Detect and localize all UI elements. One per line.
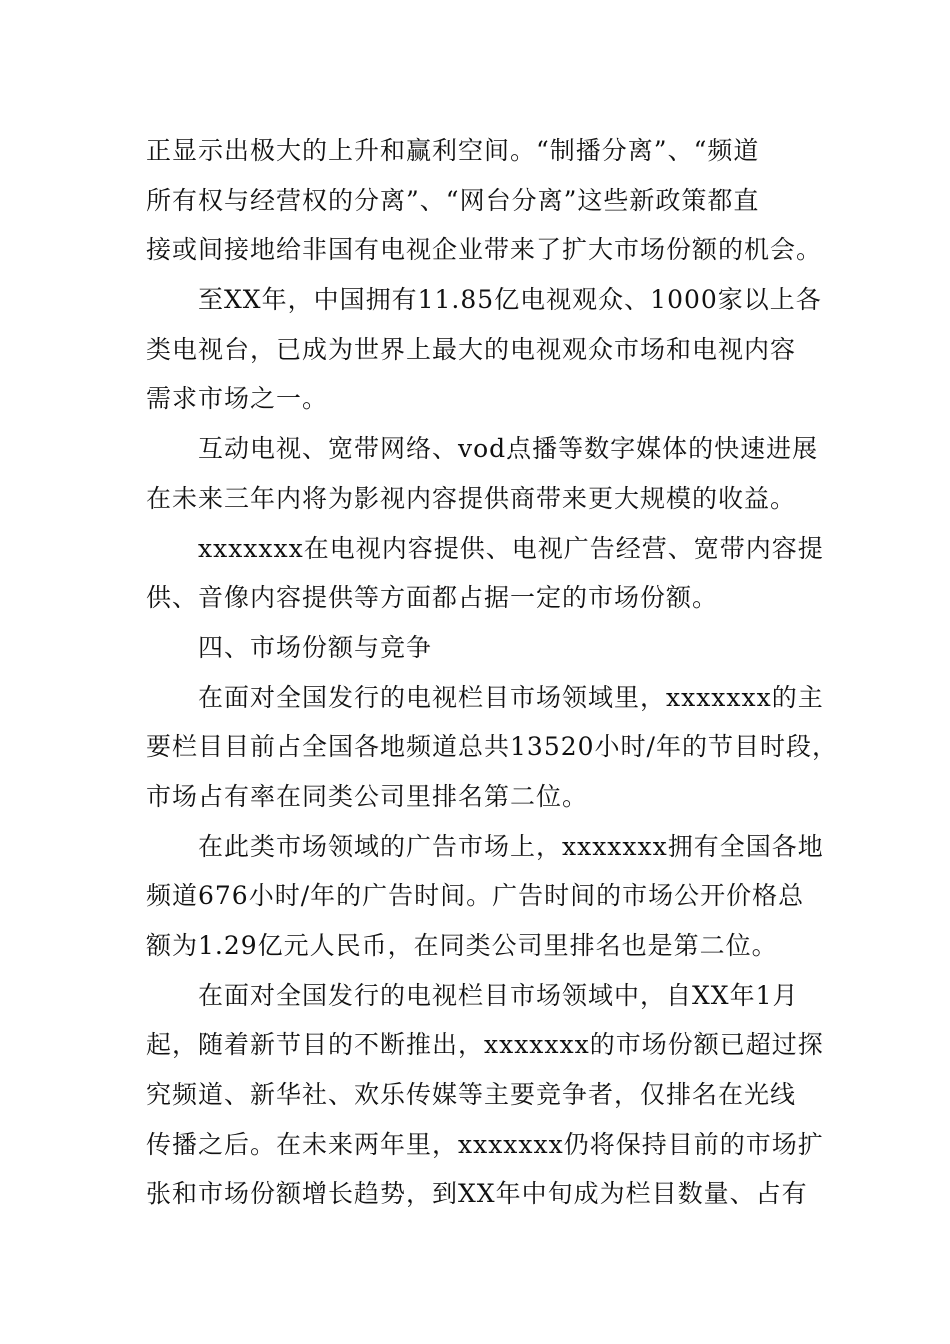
text-line: 传播之后。在未来两年里，xxxxxxx仍将保持目前的市场扩 [146,1129,824,1159]
text-line: 互动电视、宽带网络、vod点播等数字媒体的快速进展 [198,434,819,464]
text-line: 额为1.29亿元人民币，在同类公司里排名也是第二位。 [146,931,778,960]
text-line: 所有权与经营权的分离”、“网台分离”这些新政策都直 [146,185,760,215]
text-line: 在面对全国发行的电视栏目市场领域里，xxxxxxx的主 [198,682,824,712]
text-line: 四、市场份额与竞争 [198,632,433,662]
text-line: 正显示出极大的上升和赢利空间。“制播分离”、“频道 [146,136,760,165]
text-line: xxxxxxx在电视内容提供、电视广告经营、宽带内容提 [198,533,824,563]
text-line: 需求市场之一。 [146,384,329,414]
text-line: 市场占有率在同类公司里排名第二位。 [146,781,589,811]
text-line: 要栏目目前占全国各地频道总共13520小时/年的节目时段， [146,732,838,762]
text-line: 供、音像内容提供等方面都占据一定的市场份额。 [146,583,719,613]
text-line: 类电视台，已成为世界上最大的电视观众市场和电视内容 [146,334,797,364]
text-line: 在面对全国发行的电视栏目市场领域中，自XX年1月 [198,980,799,1010]
text-line: 在未来三年内将为影视内容提供商带来更大规模的收益。 [146,483,797,513]
document-body [146,126,838,1219]
text-line: 在此类市场领域的广告市场上，xxxxxxx拥有全国各地 [198,831,824,861]
text-line: 接或间接地给非国有电视企业带来了扩大市场份额的机会。 [146,235,823,265]
text-line: 至XX年，中国拥有11.85亿电视观众、1000家以上各 [198,285,822,315]
text-line: 张和市场份额增长趋势，到XX年中旬成为栏目数量、占有 [146,1179,808,1209]
text-line: 究频道、新华社、欢乐传媒等主要竞争者，仅排名在光线 [146,1080,797,1110]
text-line: 频道676小时/年的广告时间。广告时间的市场公开价格总 [146,881,805,911]
text-line: 起，随着新节目的不断推出，xxxxxxx的市场份额已超过探 [146,1030,824,1060]
